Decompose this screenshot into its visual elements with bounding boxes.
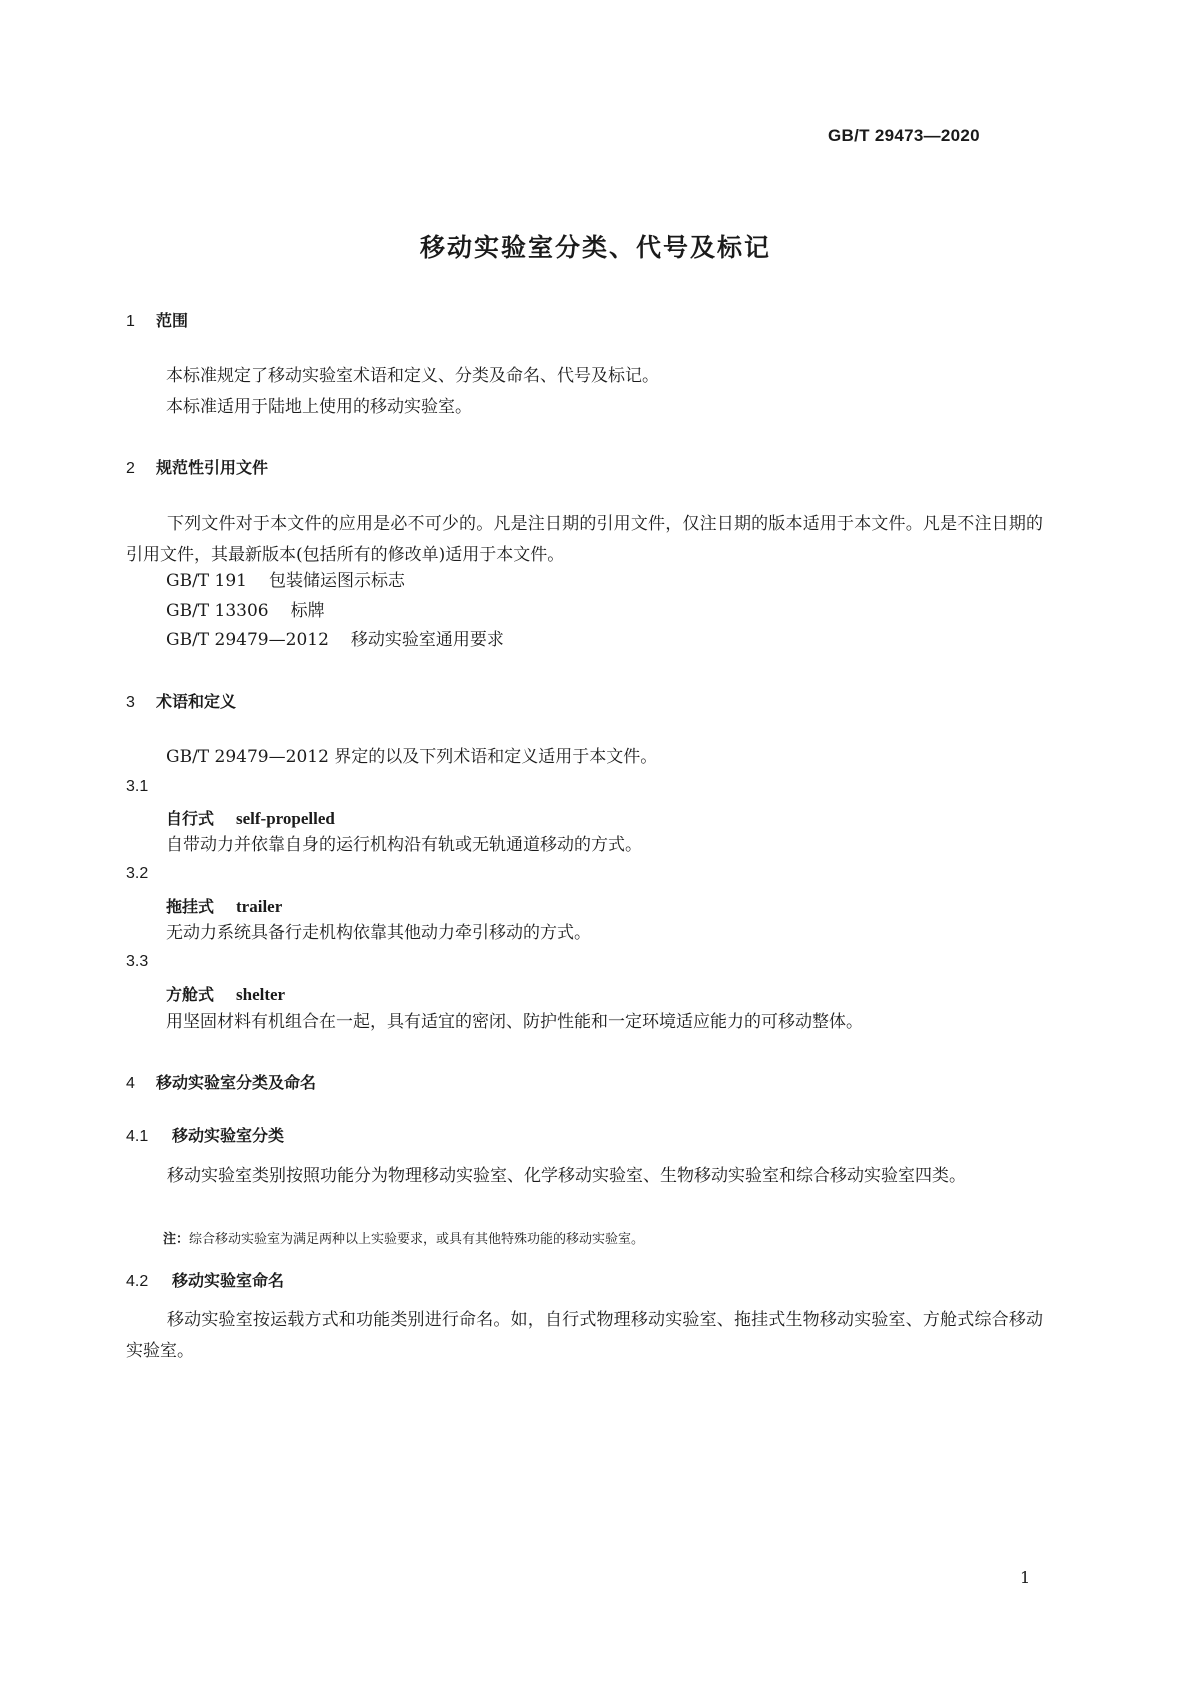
section-number: 4 — [126, 1075, 135, 1092]
reference-name: 包装储运图示标志 — [269, 571, 405, 591]
note-text: 综合移动实验室为满足两种以上实验要求，或具有其他特殊功能的移动实验室。 — [189, 1232, 645, 1247]
section-4-heading — [126, 1070, 316, 1093]
reference-name: 标牌 — [290, 601, 325, 621]
section-2-heading — [126, 455, 268, 478]
reference-name: 移动实验室通用要求 — [350, 630, 504, 650]
standard-number: GB/T 29473—2020 — [828, 126, 980, 145]
note-label: 注： — [163, 1232, 190, 1247]
term-en: self-propelled — [236, 809, 335, 828]
paragraph: GB/T 29479—2012 界定的以及下列术语和定义适用于本文件。 — [166, 747, 658, 767]
paragraph: 移动实验室类别按照功能分为物理移动实验室、化学移动实验室、生物移动实验室和综合移动实验室四类。 — [167, 1166, 966, 1186]
section-number: 3 — [126, 694, 135, 711]
term-definition: 用坚固材料有机组合在一起，具有适宜的密闭、防护性能和一定环境适应能力的可移动整体。 — [166, 1012, 863, 1032]
subsection-number: 4.2 — [126, 1273, 149, 1290]
section-number: 2 — [126, 460, 135, 477]
reference-item — [166, 601, 325, 621]
term-en: shelter — [236, 985, 286, 1004]
subsection-title: 移动实验室分类 — [172, 1126, 285, 1145]
page-number: 1 — [1020, 1568, 1031, 1587]
paragraph: 下列文件对于本文件的应用是必不可少的。凡是注日期的引用文件，仅注日期的版本适用于本文件。凡是不注日期的引用文件，其最新版本(包括所有的修改单)适用于本文件。 — [126, 514, 1043, 565]
term-title — [166, 894, 282, 917]
section-title: 术语和定义 — [156, 692, 237, 711]
subsection-number: 4.1 — [126, 1128, 149, 1145]
term-title — [166, 806, 335, 829]
reference-code: GB/T 13306 — [166, 601, 269, 621]
note — [163, 1228, 644, 1247]
term-definition: 无动力系统具备行走机构依靠其他动力牵引移动的方式。 — [166, 923, 591, 943]
reference-code: GB/T 191 — [166, 571, 247, 591]
section-1-heading — [126, 308, 188, 331]
term-title — [166, 982, 285, 1005]
section-3-heading — [126, 689, 236, 712]
term-cn: 拖挂式 — [166, 897, 215, 916]
term-cn: 方舱式 — [166, 985, 215, 1004]
subsection-4-2-heading — [126, 1268, 284, 1291]
subsection-title: 移动实验室命名 — [172, 1271, 285, 1290]
term-number: 3.2 — [126, 865, 149, 882]
paragraph: 本标准适用于陆地上使用的移动实验室。 — [166, 397, 472, 417]
paragraph: 本标准规定了移动实验室术语和定义、分类及命名、代号及标记。 — [166, 366, 659, 386]
subsection-4-1-heading — [126, 1123, 284, 1146]
document-title: 移动实验室分类、代号及标记 — [419, 233, 771, 262]
term-number: 3.3 — [126, 953, 149, 970]
reference-code: GB/T 29479—2012 — [166, 630, 329, 650]
section-number: 1 — [126, 313, 135, 330]
section-title: 移动实验室分类及命名 — [156, 1073, 317, 1092]
term-definition: 自带动力并依靠自身的运行机构沿有轨或无轨通道移动的方式。 — [166, 835, 642, 855]
term-cn: 自行式 — [166, 809, 215, 828]
term-en: trailer — [236, 897, 283, 916]
section-title: 范围 — [156, 311, 189, 330]
section-title: 规范性引用文件 — [156, 458, 269, 477]
paragraph: 移动实验室按运载方式和功能类别进行命名。如，自行式物理移动实验室、拖挂式生物移动实验室、方舱式综合移动实验室。 — [126, 1310, 1043, 1361]
term-number: 3.1 — [126, 778, 149, 795]
reference-item — [166, 571, 405, 591]
reference-item — [166, 630, 504, 650]
